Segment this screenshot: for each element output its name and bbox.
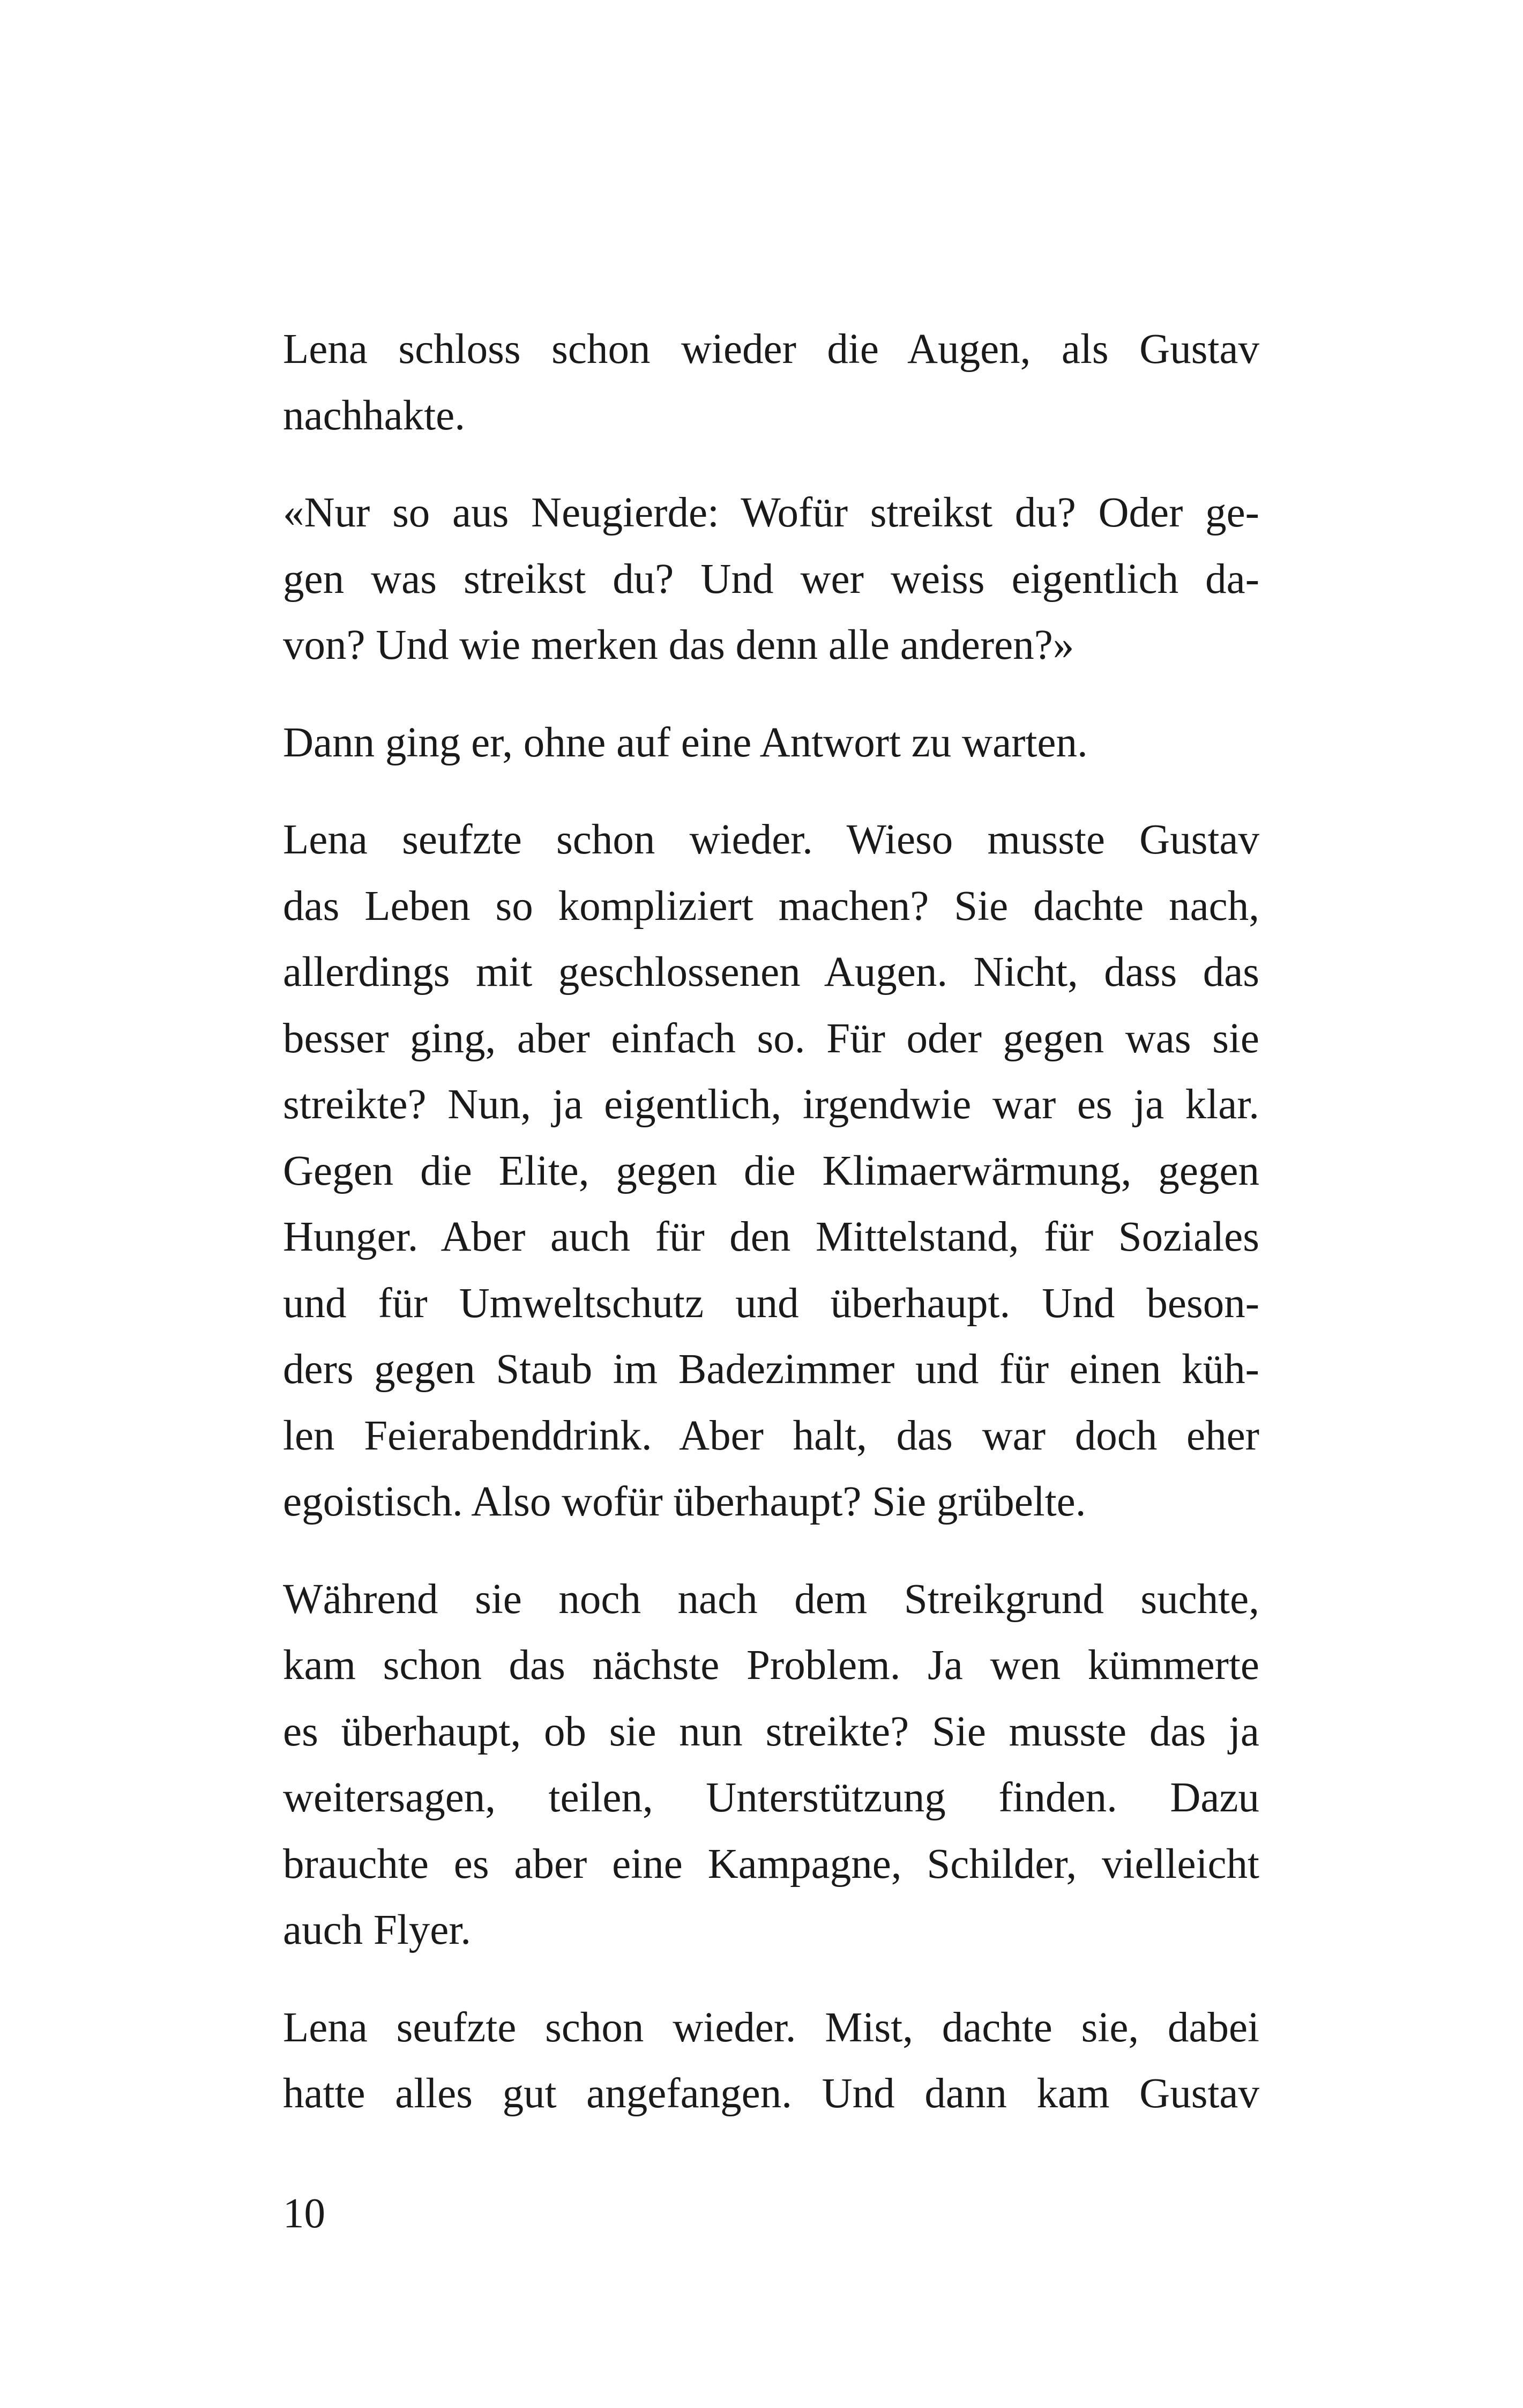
page-number: 10 bbox=[283, 2190, 325, 2237]
text-line: Hunger. Aber auch für den Mittelstand, für Soziales bbox=[283, 1214, 1259, 1260]
paragraph bbox=[283, 1995, 1259, 2127]
body-text bbox=[283, 316, 1259, 2158]
text-line: Lena seufzte schon wieder. Mist, dachte sie, dabei bbox=[283, 2004, 1259, 2051]
text-line: len Feierabenddrink. Aber halt, das war doch eher bbox=[283, 1412, 1259, 1459]
text-line: und für Umweltschutz und überhaupt. Und beson- bbox=[283, 1280, 1259, 1327]
text-line: Gegen die Elite, gegen die Klimaerwärmung, gegen bbox=[283, 1147, 1259, 1194]
text-line: Dann ging er, ohne auf eine Antwort zu warten. bbox=[283, 719, 1088, 766]
paragraph bbox=[283, 807, 1259, 1535]
text-line: allerdings mit geschlossenen Augen. Nicht, dass das bbox=[283, 949, 1259, 995]
text-line: es überhaupt, ob sie nun streikte? Sie musste das ja bbox=[283, 1708, 1259, 1755]
text-line: besser ging, aber einfach so. Für oder gegen was sie bbox=[283, 1015, 1259, 1062]
text-line: gen was streikst du? Und wer weiss eigentlich da- bbox=[283, 555, 1259, 603]
text-line: von? Und wie merken das denn alle anderen?» bbox=[283, 622, 1074, 668]
text-line: kam schon das nächste Problem. Ja wen kümmerte bbox=[283, 1642, 1259, 1689]
text-line: Lena seufzte schon wieder. Wieso musste Gustav bbox=[283, 816, 1259, 863]
text-line: das Leben so kompliziert machen? Sie dachte nach, bbox=[283, 882, 1259, 930]
text-line: Während sie noch nach dem Streikgrund suchte, bbox=[283, 1575, 1259, 1623]
paragraph bbox=[283, 480, 1259, 679]
text-line: weitersagen, teilen, Unterstützung finden. Dazu bbox=[283, 1774, 1259, 1821]
text-line: brauchte es aber eine Kampagne, Schilder, vielleicht bbox=[283, 1840, 1259, 1887]
paragraph bbox=[283, 316, 1259, 449]
text-line: auch Flyer. bbox=[283, 1907, 472, 1953]
text-line: ders gegen Staub im Badezimmer und für einen küh- bbox=[283, 1346, 1259, 1393]
text-line: nachhakte. bbox=[283, 392, 465, 439]
text-line: Lena schloss schon wieder die Augen, als Gustav bbox=[283, 326, 1259, 373]
paragraph bbox=[283, 1566, 1259, 1964]
text-line: egoistisch. Also wofür überhaupt? Sie grübelte. bbox=[283, 1478, 1086, 1525]
text-line: streikte? Nun, ja eigentlich, irgendwie war es ja klar. bbox=[283, 1081, 1259, 1128]
text-line: hatte alles gut angefangen. Und dann kam Gustav bbox=[283, 2070, 1259, 2117]
paragraph bbox=[283, 710, 1259, 776]
text-line: «Nur so aus Neugierde: Wofür streikst du? Oder ge- bbox=[283, 489, 1259, 536]
